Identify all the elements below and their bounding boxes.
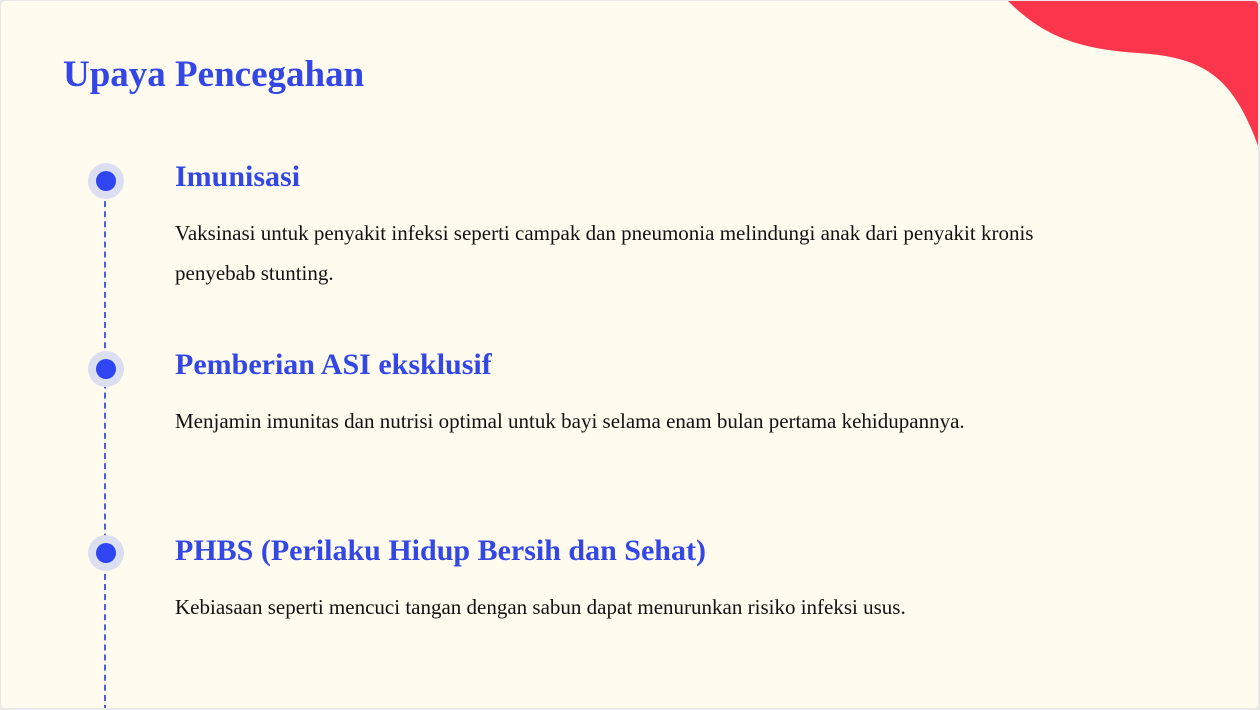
page-title: Upaya Pencegahan (63, 54, 365, 95)
timeline-item-title: PHBS (Perilaku Hidup Bersih dan Sehat) (175, 534, 706, 567)
timeline-item-title: Imunisasi (175, 160, 301, 193)
timeline-item-asi-eksklusif (175, 347, 1095, 441)
timeline-item-title: Pemberian ASI eksklusif (175, 348, 492, 381)
corner-decoration-shape (998, 1, 1258, 151)
timeline-item-imunisasi (175, 159, 1095, 293)
timeline-marker-icon (88, 351, 124, 387)
timeline-marker-icon (88, 535, 124, 571)
timeline-marker-icon (88, 163, 124, 199)
timeline-item-phbs (175, 533, 1095, 627)
timeline-item-description: Kebiasaan seperti mencuci tangan dengan sabun dapat menurunkan risiko infeksi usus. (175, 595, 906, 619)
timeline-item-description: Vaksinasi untuk penyakit infeksi seperti campak dan pneumonia melindungi anak dari penyakit kronis penyebab stunting. (175, 221, 1034, 285)
timeline-item-description: Menjamin imunitas dan nutrisi optimal untuk bayi selama enam bulan pertama kehidupannya. (175, 409, 965, 433)
slide (1, 1, 1258, 708)
timeline-line (104, 181, 106, 708)
